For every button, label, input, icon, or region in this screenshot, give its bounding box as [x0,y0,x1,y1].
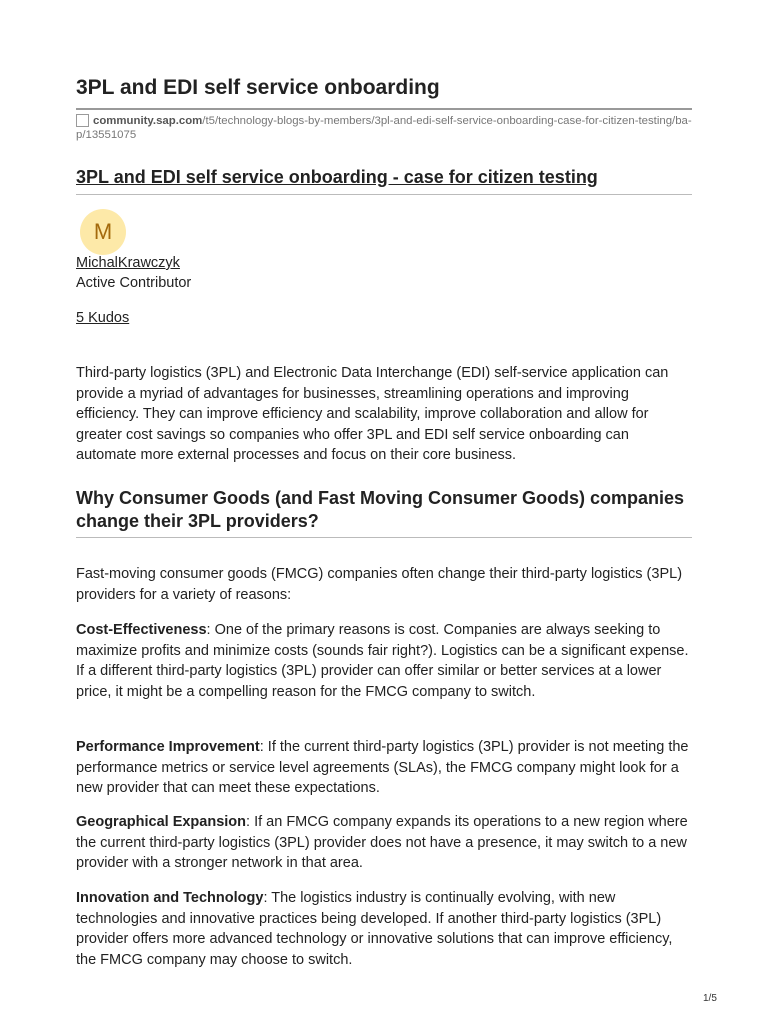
link-icon [76,114,89,127]
page-title: 3PL and EDI self service onboarding [76,76,440,99]
reason-paragraph [76,888,692,970]
reason-term: Cost-Effectiveness [76,622,207,638]
reason-text: : If an FMCG company expands its operations to a new region where the current third-party logistics (3PL) provider does not have a presence, it may switch to a new provider with a stronger network in that area. [76,814,688,871]
reason-term: Geographical Expansion [76,814,247,830]
reason-text: : If the current third-party logistics (3PL) provider is not meeting the performance metrics or service level agreements (SLAs), the FMCG company might look for a new provider that can meet these expectations. [76,739,689,796]
reason-paragraph [76,812,692,874]
reason-term: Performance Improvement [76,739,260,755]
section-divider [76,537,692,538]
reason-paragraph [76,737,692,799]
kudos-link[interactable]: 5 Kudos [76,310,130,326]
section-intro-paragraph: Fast-moving consumer goods (FMCG) companies often change their third-party logistics (3PL) providers for a variety of reasons: [76,566,683,603]
avatar: M [80,209,126,255]
source-url[interactable] [76,114,692,142]
intro-paragraph: Third-party logistics (3PL) and Electronic Data Interchange (EDI) self-service application can provide a myriad of advantages for businesses, streamlining operations and improving efficiency. They can improve efficiency and scalability, improve collaboration and allow for greater cost savings so companies who offer 3PL and EDI self service onboarding can automate more external processes and focus on their core business. [76,365,669,463]
reason-text: : One of the primary reasons is cost. Companies are always seeking to maximize profits and minimize costs (sounds fair right?). Logistics can be a significant expense. If a different third-party logistics (3PL) provider can offer similar or better services at a lower price, it might be a compelling reason for the FMCG company to switch. [76,622,689,700]
reason-text: : The logistics industry is continually evolving, with new technologies and innovative practices being developed. If another third-party logistics (3PL) provider offers more advanced technology or innovative solutions that can improve efficiency, the FMCG company may choose to switch. [76,890,673,968]
author-role: Active Contributor [76,275,192,291]
source-path: /t5/technology-blogs-by-members/3pl-and-edi-self-service-onboarding-case-for-citizen-testing/ba-p/13551075 [76,115,692,141]
section-heading: Why Consumer Goods (and Fast Moving Consumer Goods) companies change their 3PL providers? [76,488,685,531]
source-domain: community.sap.com [93,115,203,127]
title-divider [76,108,692,110]
page-number: 1/5 [703,993,717,1004]
author-link[interactable]: MichalKrawczyk [76,255,180,271]
reason-term: Innovation and Technology [76,890,264,906]
article-title-divider [76,194,692,195]
reason-paragraph [76,620,692,702]
article-title[interactable]: 3PL and EDI self service onboarding - case for citizen testing [76,167,598,187]
